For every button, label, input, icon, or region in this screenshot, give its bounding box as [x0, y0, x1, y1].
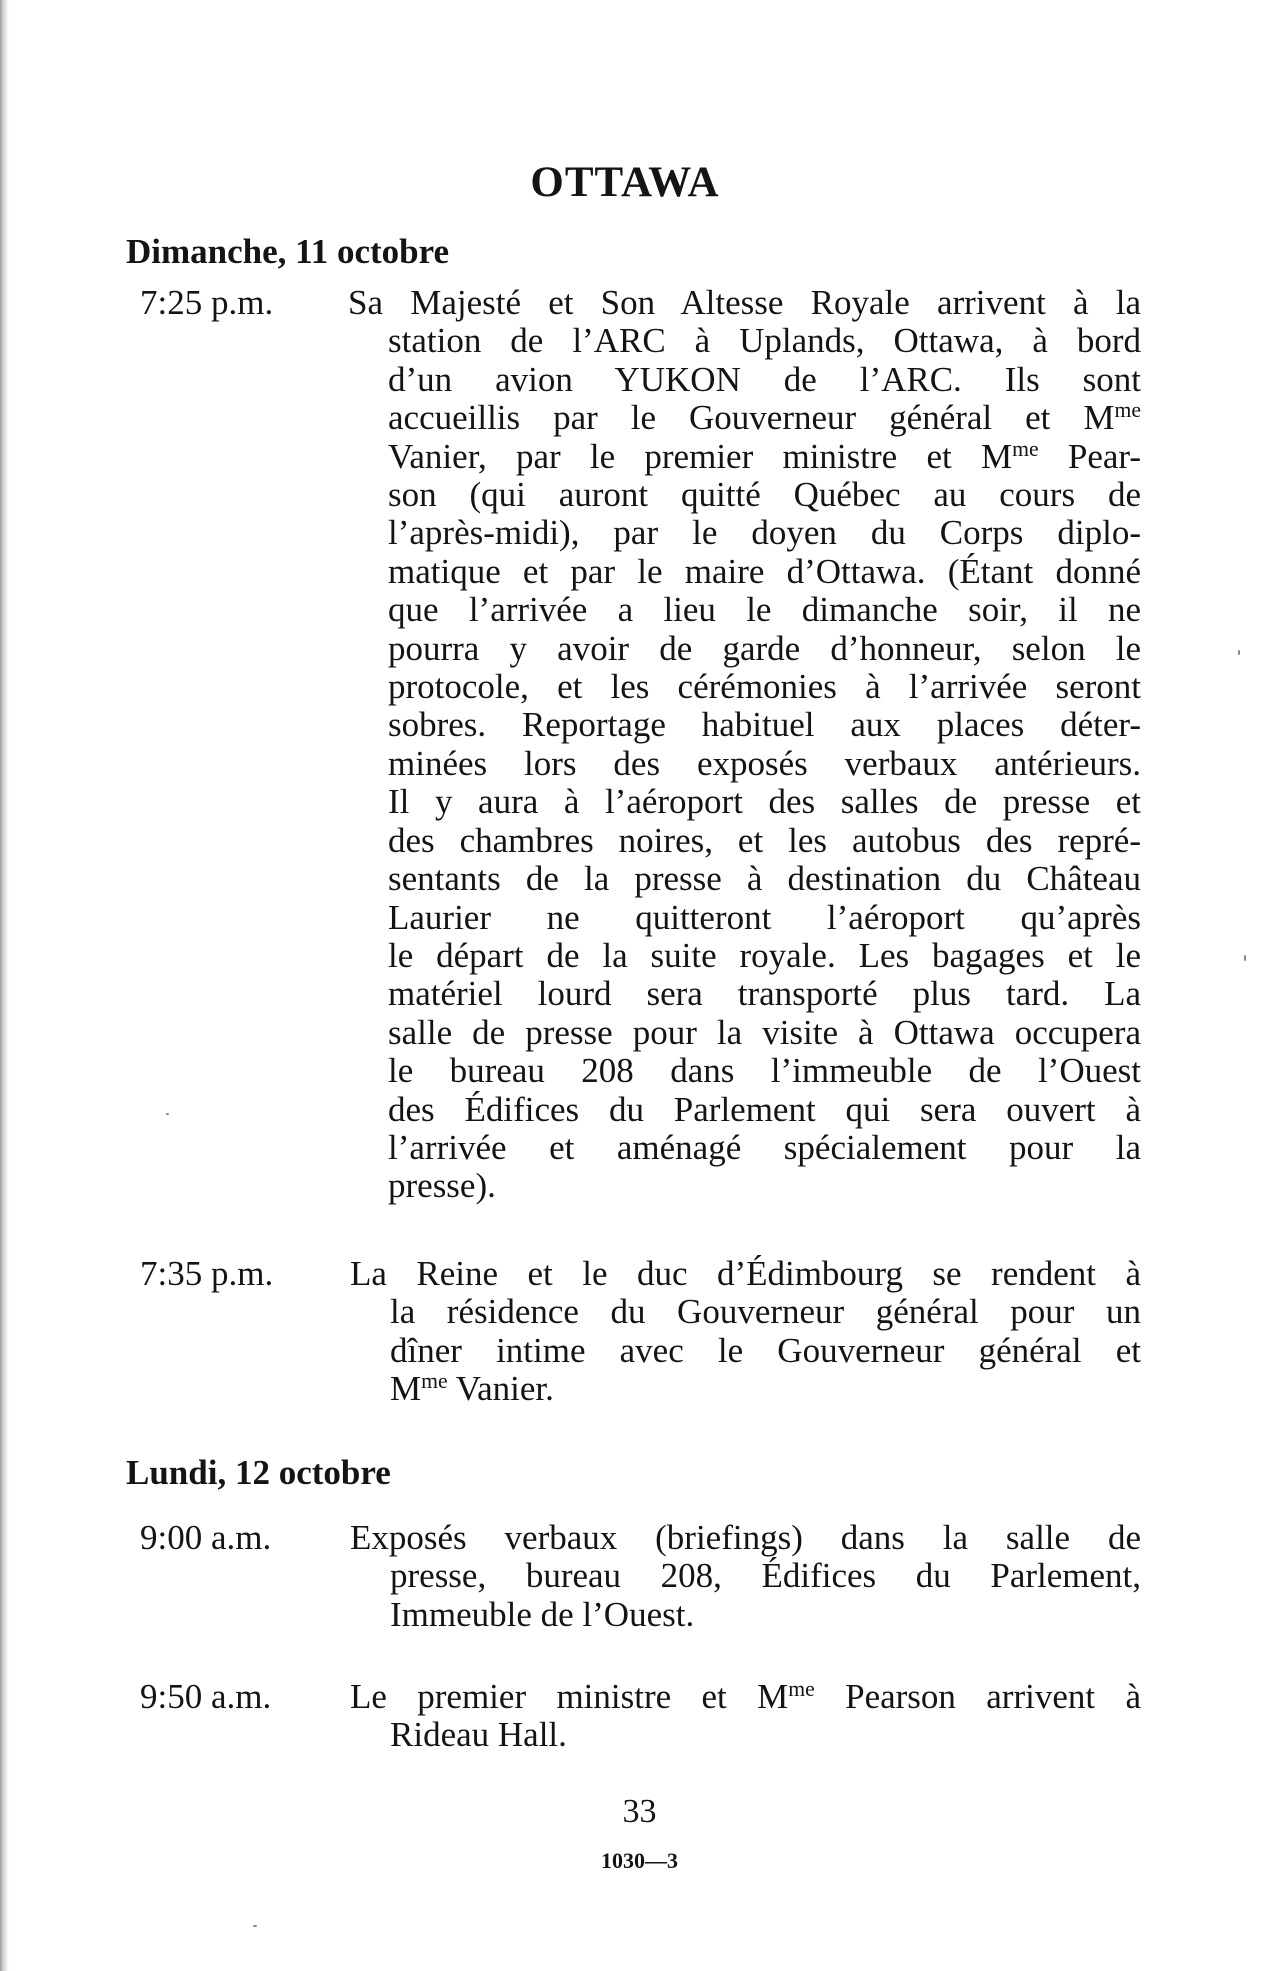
desc-line: protocole, et les cérémonies à l’arrivée seront — [388, 667, 1141, 707]
desc-line: sobres. Reportage habituel aux places déter- — [388, 705, 1141, 745]
entry-description — [350, 1678, 1141, 1755]
entry-description — [350, 1519, 1141, 1634]
desc-line: station de l’ARC à Uplands, Ottawa, à bord — [388, 321, 1141, 361]
scan-speck — [1238, 650, 1240, 655]
entry-time: 9:00 a.m. — [140, 1518, 272, 1557]
desc-line: le bureau 208 dans l’immeuble de l’Ouest — [388, 1051, 1141, 1091]
desc-line: dîner intime avec le Gouverneur général et — [390, 1330, 1141, 1370]
entry-time: 9:50 a.m. — [140, 1677, 272, 1716]
desc-line: l’arrivée et aménagé spécialement pour la — [388, 1127, 1141, 1167]
desc-line: la résidence du Gouverneur général pour un — [390, 1292, 1141, 1332]
desc-line: le départ de la suite royale. Les bagages et le — [388, 935, 1141, 975]
page-title: OTTAWA — [530, 159, 720, 206]
desc-line: Vanier, par le premier ministre et $M^{me}$ Pear- — [388, 436, 1141, 476]
day-heading-lundi: Lundi, 12 octobre — [126, 1453, 391, 1492]
desc-line: Il y aura à l’aéroport des salles de presse et — [388, 782, 1141, 822]
entry-time: 7:35 p.m. — [140, 1254, 274, 1293]
printer-signature: 1030—3 — [601, 1848, 678, 1873]
desc-line: l’après-midi), par le doyen du Corps diplo- — [388, 513, 1141, 553]
desc-line: des Édifices du Parlement qui sera ouvert à — [388, 1089, 1141, 1129]
desc-line: son (qui auront quitté Québec au cours de — [388, 475, 1141, 515]
desc-line: Rideau Hall. — [390, 1715, 567, 1755]
desc-line: Le premier ministre et $M^{me}$ Pearson arrivent à — [350, 1677, 1141, 1716]
page-number: 33 — [622, 1793, 657, 1830]
day-heading-dimanche: Dimanche, 11 octobre — [126, 232, 450, 271]
scan-speck — [253, 1925, 257, 1927]
desc-line: pourra y avoir de garde d’honneur, selon le — [388, 628, 1141, 668]
desc-line: La Reine et le duc d’Édimbourg se rendent à — [350, 1254, 1141, 1293]
entry-description — [348, 284, 1141, 1206]
desc-line: $M^{me}$ Vanier. — [390, 1369, 554, 1409]
desc-line: salle de presse pour la visite à Ottawa occupera — [388, 1012, 1141, 1052]
scan-edge — [0, 0, 9, 1971]
desc-line: d’un avion YUKON de l’ARC. Ils sont — [388, 359, 1141, 399]
scan-speck — [1244, 955, 1246, 961]
desc-line: Immeuble de l’Ouest. — [390, 1594, 695, 1634]
entry-description — [350, 1255, 1141, 1409]
desc-line: presse, bureau 208, Édifices du Parlement, — [390, 1556, 1141, 1596]
desc-line: Sa Majesté et Son Altesse Royale arrivent à la — [348, 283, 1141, 322]
desc-line: minées lors des exposés verbaux antérieurs. — [388, 743, 1141, 783]
entry-time: 7:25 p.m. — [140, 283, 274, 322]
desc-line: sentants de la presse à destination du Château — [388, 859, 1141, 899]
desc-line: Exposés verbaux (briefings) dans la salle de — [350, 1518, 1141, 1557]
desc-line: presse). — [388, 1166, 496, 1206]
desc-line: des chambres noires, et les autobus des repré- — [388, 820, 1141, 860]
scan-speck — [166, 1113, 169, 1115]
desc-line: matériel lourd sera transporté plus tard. La — [388, 974, 1141, 1014]
desc-line: Laurier ne quitteront l’aéroport qu’après — [388, 897, 1141, 937]
desc-line: que l’arrivée a lieu le dimanche soir, il ne — [388, 590, 1141, 630]
desc-line: accueillis par le Gouverneur général et $M^{me}$ — [388, 398, 1141, 438]
desc-line: matique et par le maire d’Ottawa. (Étant donné — [388, 551, 1141, 591]
